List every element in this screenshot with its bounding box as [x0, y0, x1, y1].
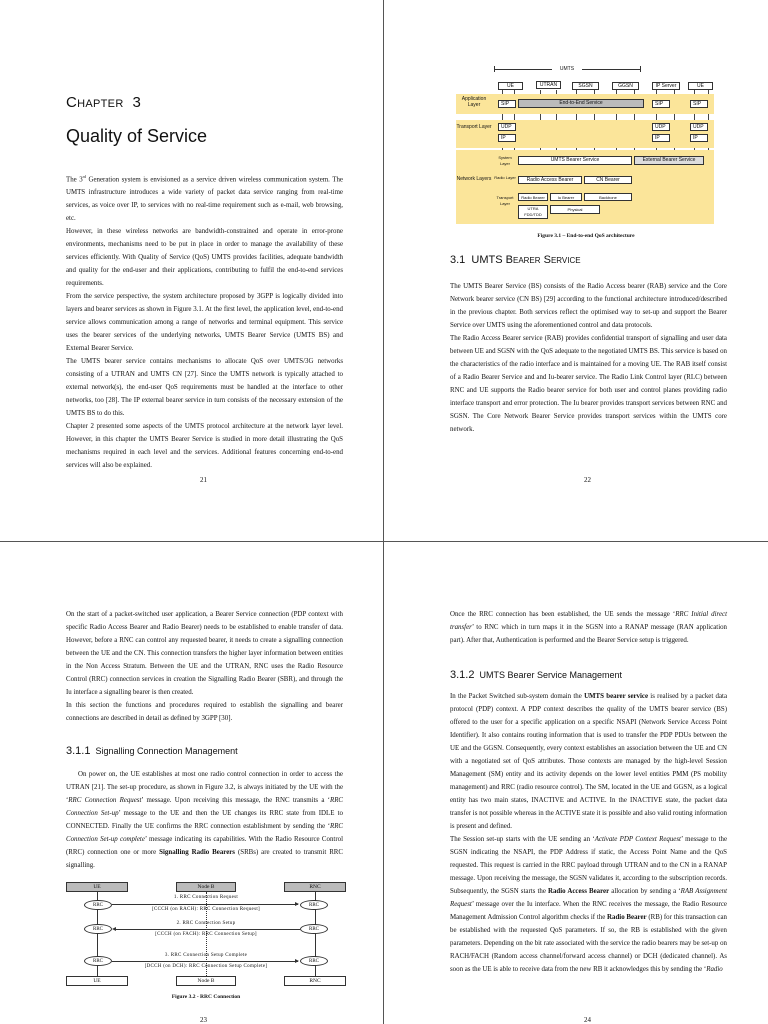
nodeb-header: Node B: [176, 882, 236, 892]
section-3-1-heading: 3.1 UMTS BEARER SERVICE: [450, 254, 581, 266]
msg1-detail: [CCCH (on RACH): RRC Connection Request]: [152, 907, 260, 912]
rnc-header: RNC: [284, 882, 346, 892]
chapter-heading: CHAPTER 3: [66, 94, 142, 111]
page-21: [0, 0, 383, 541]
paragraph: The Session set-up starts with the UE sending an ‘Activate PDP Context Request’ message to the SGSN indicating the NSAPI, the PDP Address if static, the Access Point Name and the QoS requested. This request is carried in the RRC payload through UTRAN and to the CN in a RANAP message. Upon receiving the message, the SGSN validates it, according to the subscription records. Subsequently, the SGSN starts the Radio Access Bearer allocation by sending a ‘RAB Assignment Request’ message over the Iu interface. When the RNC receives the message, the Radio Resource Management Admission Control algorithm checks if the Radio Bearer (RB) for this transaction can be established with the requested QoS parameters. If so, the RB is established with the given parameters. Depending on the bit rate associated with the service the radio bearers may be set-up on RACH/FACH (Random access channel/forward access channel) or DCH (dedicated channel). As soon as the UE is able to receive data from the new RB it acknowledges this by sending the ‘Radio: [450, 836, 728, 973]
msg2-label: 2. RRC Connection Setup: [176, 921, 236, 926]
radio-layer-label: Radio Layer: [494, 175, 516, 180]
paragraph: On power on, the UE establishes at most one radio control connection in order to access the UTRAN [21]. The set-up procedure, as shown in Figure 3.2, is always initiated by the UE with the ‘RRC Connection Request’ message. Upon receiving this message, the RNC transmits a ‘RRC Connection Set-up’ message to the UE and then the UE changes its RRC state from IDLE to CONNECTED. Finally the UE confirms the RRC connection establishment by sending the ‘RRC Connection Set-up complete’ message indicating its capabilities. With the Radio Resource Control (RRC) connection one or more Signalling Radio Bearers (SRBs) are created to transmit RRC signalling.: [66, 771, 343, 869]
paragraph: The 3rd Generation system is envisioned as a service driven wireless communication system. The UMTS infrastructure introduces a wide variety of packet data service ranging from real-time services, as voice over IP, to services with no real-time requirement such as e-mail, web browsing, etc.: [66, 174, 343, 223]
entity-ip-server: IP Server: [652, 82, 680, 90]
radio-bearer-box: Radio Bearer: [518, 193, 548, 201]
rrc-ue-1: RRC: [84, 900, 112, 910]
transport-layer-label: Transport Layer: [456, 124, 492, 130]
paragraph: On the start of a packet-switched user application, a Bearer Service connection (PDP context with specific Radio Access Bearer and Radio Bearer) needs to be established to enable transfer of data. However, before a RNC can control any requested bearer, it needs to create a signalling connection between the UE and the CN. This connection transfers the higher layer information between entities in the Non Access Stratum. Between the UE and the UTRAN, RNC uses the Radio Resource Control (RRC) connection services in creation the Signalling Radio Bearer (SBR), and through the Iu interface a signalling bearer is then created.: [66, 611, 343, 696]
entity-ue-1: UE: [498, 82, 523, 90]
figure-3-1-caption: Figure 3.1 – End-to-end QoS architecture: [537, 233, 635, 239]
page-number: 24: [584, 1016, 591, 1024]
umts-bearer-service-box: UMTS Bearer Service: [518, 156, 632, 165]
figure-3-2-caption: Figure 3.2 - RRC Connection: [171, 994, 241, 1000]
transport-sublayer-label: Transport Layer: [496, 195, 514, 206]
page-number: 21: [200, 476, 207, 484]
paragraph: Chapter 2 presented some aspects of the UMTS protocol architecture at the network layer level. However, in this chapter the UMTS Bearer Service is studied in more detail illustrating the QoS mechanisms required in each level and the services. Additional features concerning end-to-end services will also be explained.: [66, 423, 343, 470]
page-number: 22: [584, 476, 591, 484]
ue-footer: UE: [66, 976, 128, 986]
msg2-arrow: [114, 929, 300, 930]
page22-body: [450, 280, 727, 436]
msg3-label: 3. RRC Connection Setup Complete: [164, 953, 248, 958]
sip-box-1: SIP: [498, 100, 516, 108]
external-bearer-service-box: External Bearer Service: [634, 156, 704, 165]
rrc-ue-3: RRC: [84, 956, 112, 966]
msg2-detail: [CCCH (on FACH): RRC Connection Setup]: [155, 932, 257, 937]
paragraph: From the service perspective, the system architecture proposed by 3GPP is logically divided into layers and bearer services as shown in Figure 3.1. At the first level, the application level, end-to-end service allows communication among a range of networks and terminal equipment. This service uses the bearer services of the underlying networks, UMTS Bearer Service (UMTS BS) and External Bearer Service.: [66, 293, 343, 353]
subsection-3-1-2-heading: 3.1.2 UMTS Bearer Service Management: [450, 669, 623, 681]
rnc-footer: RNC: [284, 976, 346, 986]
page-number: 23: [200, 1016, 207, 1024]
page24-body: [450, 608, 727, 647]
subsection-3-1-1-heading: 3.1.1 Signalling Connection Management: [66, 745, 238, 757]
system-layer-label: System Layer: [498, 155, 512, 166]
transport-layer-band: [456, 120, 714, 148]
cn-bearer-box: CN Bearer: [584, 176, 632, 184]
sip-box-3: SIP: [690, 100, 708, 108]
sip-box-2: SIP: [652, 100, 670, 108]
e2e-service-box: End-to-End Service: [518, 99, 644, 108]
entity-sgsn: SGSN: [572, 82, 599, 90]
rrc-rnc-3: RRC: [300, 956, 328, 966]
page-22: [384, 0, 768, 541]
rrc-rnc-2: RRC: [300, 924, 328, 934]
ip-box-1: IP: [498, 134, 516, 142]
paragraph: However, in these wireless networks are bandwidth-constrained and operate in error-prone environments, mechanisms need to be put in place in order to manage the availability of these services efficiently. With Quality of Service (QoS) UMTS provides facilities, adequate bandwidth and quality for the end-user and their applications, contributing to fulfil the end-to-end services requirements.: [66, 228, 343, 288]
paragraph: The UMTS Bearer Service (BS) consists of the Radio Access bearer (RAB) service and the Core Network bearer service (CN BS) [29] according to the functional architecture introduced/described in the previous chapter. Both services reflect the optimised way to set-up and support the Bearer Service over UMTS using the aforementioned control and data protocols.: [450, 283, 727, 329]
physical-box: Physical: [550, 205, 600, 214]
page23-body: [66, 608, 343, 725]
backbone-box: Backbone: [584, 193, 632, 201]
application-layer-label: Application Layer: [461, 96, 487, 108]
utra-fdd-tdd-box: UTRA FDD/TDD: [518, 205, 548, 219]
ip-box-3: IP: [690, 134, 708, 142]
page24-body-2: [450, 690, 727, 976]
paragraph: Once the RRC connection has been established, the UE sends the message ‘RRC Initial direct transfer’ to RNC which in turn maps it in the SGSN into a RANAP message (RAN application part). After that, Authentication is performed and the Bearer Service setup is triggered.: [450, 611, 727, 644]
entity-ue-2: UE: [688, 82, 713, 90]
page23-body-2: [66, 768, 343, 872]
udp-box-1: UDP: [498, 123, 516, 131]
page21-body: [66, 170, 343, 472]
msg1-arrow: [112, 904, 298, 905]
paragraph: The UMTS bearer service contains mechanisms to allocate QoS over UMTS/3G networks consisting of a UTRAN and UMTS CN [27]. Since the UMTS network is typically attached to external network(s), the end-user QoS requirements must be handled at the interface to other networks, too [28]. The IP external bearer service in turn consists of the necessary extension of the UMTS BS to do this.: [66, 358, 343, 418]
network-layers-label: Network Layers: [456, 176, 492, 182]
entity-utran: UTRAN: [536, 81, 561, 89]
rrc-ue-2: RRC: [84, 924, 112, 934]
rrc-rnc-1: RRC: [300, 900, 328, 910]
msg3-arrow: [112, 961, 298, 962]
nodeb-footer: Node B: [176, 976, 236, 986]
figure-rrc-connection: [66, 880, 346, 1010]
entity-ggsn: GGSN: [612, 82, 639, 90]
figure-qos-architecture: [456, 62, 716, 237]
ue-header: UE: [66, 882, 128, 892]
paragraph: The Radio Access Bearer service (RAB) provides confidential transport of signalling and user data between UE and SGSN with the QoS adequate to the negotiated UMTS BS. This service is based on the characteristics of the radio interface and is maintained for a moving UE. The RAB itself consist of a Radio Bearer Service and and Iu-bearer service. The Radio Link Control layer (RLC) between RNC and UE supports the Radio bearer service for both user and control planes providing radio interface transport and error protection. The Iu bearer provides transport services between RNC and SGSN. The Core Network Bearer Service provides transport services within the UMTS core network.: [450, 335, 727, 433]
chapter-title: Quality of Service: [66, 126, 208, 146]
paragraph: In this section the functions and procedures required to establish the signalling and bearer connections are described in detail as defined by 3GPP [30].: [66, 702, 343, 722]
msg1-label: 1. RRC Connection Request: [173, 895, 239, 900]
udp-box-3: UDP: [690, 123, 708, 131]
radio-access-bearer-box: Radio Access Bearer: [518, 176, 582, 184]
iu-bearer-box: Iu Bearer: [550, 193, 582, 201]
page-24: [384, 542, 768, 1024]
paragraph: In the Packet Switched sub-system domain the UMTS bearer service is realised by a packet data protocol (PDP) context. A PDP context describes the quality of the UMTS bearer service (BS) offered to the user for a specific application on a specific NSAPI (Network Service Access Point Identifier). It also contains routing information that is used to transfer the PDP PDUs between the UE and the GGSN. Consequently, every context establishes an association between the UE and CN with a negotiated set of QoS attributes. Those contexts are managed by the high-level Session Management (SM) entity and its activity depends on the lower level entities PMM (PS mobility management) and RRC (radio resource control). The SM, located in the UE and GGSN, as a logical entity has two main states, INACTIVE and ACTIVE. In the INACTIVE state, the packet data transfer is not possible whereas in the ACTIVE state it is possible and also valid routing information is present and defined.: [450, 693, 728, 830]
page-23: [0, 542, 383, 1024]
ip-box-2: IP: [652, 134, 670, 142]
umts-label: UMTS: [552, 66, 582, 72]
udp-box-2: UDP: [652, 123, 670, 131]
msg3-detail: [DCCH (on DCH): RRC Connection Setup Complete]: [144, 964, 268, 969]
